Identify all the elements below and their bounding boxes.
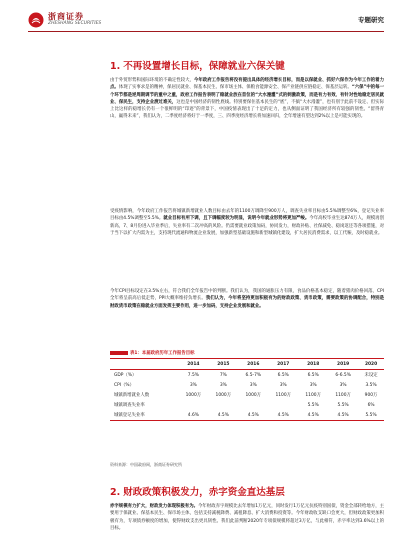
caption-marker bbox=[110, 351, 128, 355]
table-header-cell: 2015 bbox=[217, 361, 230, 367]
table-cell: 1100万 bbox=[305, 393, 321, 398]
table-header-cell: 2019 bbox=[337, 361, 350, 367]
table-cell bbox=[208, 400, 238, 410]
page-header bbox=[0, 0, 412, 46]
table-caption bbox=[110, 350, 195, 356]
table-cell: 城镇新增就业人数 bbox=[114, 393, 150, 398]
table-cell: 3% bbox=[219, 382, 227, 388]
table-cell: 4.5% bbox=[217, 412, 229, 418]
targets-table bbox=[110, 358, 384, 421]
brand-name: 浙商证券 bbox=[48, 12, 84, 21]
table-cell: 900万 bbox=[364, 393, 378, 398]
bold-text-run: 我们认为，今年将坚持更加积极有为的财政政策、货币政策，需要政策的协调配合，特别是财政货币政策在稳就业方面发挥主要作用，进一步加码，支持企业发展和就业。 bbox=[110, 296, 384, 309]
text-run: 受疫情影响，今年政府工作报告将城镇新增就业人数目标由去年的1100万调降至900万人，调查失业率目标由5.5%调整至6%，登记失业率目标由4.5%调整至5.5%。 bbox=[110, 209, 384, 222]
table-row bbox=[110, 400, 384, 410]
section-number: 1. bbox=[110, 61, 121, 72]
table-cell: 1000万 bbox=[215, 393, 232, 398]
table-cell: 6.5-7% bbox=[245, 372, 262, 378]
table-cell: 6% bbox=[367, 402, 375, 408]
table-row bbox=[110, 370, 384, 381]
text-run: 由于外贸形势和国际环境的不确定性较大， bbox=[110, 78, 194, 83]
table-cell: 1100万 bbox=[335, 393, 351, 398]
text-run: 今年CPI目标设定在3.5%左右，符合我们全年报告中的判断。我们认为，我国的通胀压力有限，食品价格基本稳定，随着猪肉价格回落，CPI全年将呈前高后低走势，PPI大概率维持负增长。 bbox=[110, 289, 384, 302]
table-cell bbox=[178, 400, 208, 410]
section-title: 不再设置增长目标，保障就业六保关键 bbox=[123, 61, 285, 72]
table-cell: 4.5% bbox=[277, 412, 289, 418]
bold-text-run: “六保”中的每一个环节都是逆周期调节的重中之重，政府工作报告表明了稳就业放在首位的“大水漫灌”式的刺激政策，而是有力有效、有针对性地稳定居民就业、保民生，支持企业渡过难关， bbox=[110, 85, 384, 105]
table-cell: 3% bbox=[189, 382, 197, 388]
table-cell: 3% bbox=[279, 382, 287, 388]
table-header-cell: 2014 bbox=[187, 361, 200, 367]
brand-name-en: ZHESHANG SECURITIES bbox=[48, 21, 102, 26]
table-cell: 3.5% bbox=[365, 382, 377, 388]
table-cell: 6.5% bbox=[307, 372, 319, 378]
table-cell: 6.5% bbox=[277, 372, 289, 378]
table-header-cell: 2017 bbox=[277, 361, 290, 367]
table-cell bbox=[268, 400, 298, 410]
text-run: 今年财政赤字规模比去年增加1万亿元，同时发行1万亿元抗疫特别国债，资金全部转给地方，主要用于保就业、保基本民生、保市场主体，包括支持减税降费、减租降息、扩大消费和投资等。今年财政收支缺口会更大，但财政政策更加积极有为，专项债券额度的增加，使得财政支出更具韧性。我们此前判断2020年专项债规模将超过3万亿，与此相符，赤字率达到3.6%以上的目标。 bbox=[110, 504, 384, 531]
table-cell: 1000万 bbox=[245, 393, 262, 398]
table-row bbox=[110, 410, 384, 421]
table-header-cell bbox=[110, 359, 178, 370]
paragraph bbox=[110, 208, 384, 237]
table-cell: 未设定 bbox=[364, 373, 378, 378]
text-run: 这也是中国经济的韧性底线。特别要保住基本民生的“底”，不搞“大水漫灌”，也有别于此前不设定、但实际上比这样的稳增长仍有一个很鲜明的“印迹”的背景下，中国疫情表现出了十足的定力，也从侧面证明了我国经济所有较强的韧性。“留得青山，赢得未来”，我们认为，二季度经济将好于一季度，三、四季度经济增长将加速回归，全年增速有望达到2%以上是可能实现的。 bbox=[110, 99, 384, 120]
paragraph bbox=[110, 503, 384, 532]
text-run: 体现了实事求是的精神，保居民就业、保基本民生、保市场主体、保粮食能源安全、保产业链供应链稳定、保基层运转。 bbox=[118, 85, 352, 91]
table-cell: GDP（%） bbox=[114, 373, 137, 378]
table-cell: 城镇登记失业率 bbox=[114, 413, 145, 418]
paragraph bbox=[110, 288, 384, 310]
report-type-tag: 专题研究 bbox=[358, 16, 384, 24]
table-cell: 6-6.5% bbox=[335, 372, 351, 378]
table-cell: 4.5% bbox=[337, 412, 349, 418]
section-number: 2. bbox=[110, 487, 121, 498]
table-cell: 5.5% bbox=[337, 402, 349, 408]
bold-text-run: 赤字规模有力扩大，财政发力体现积极有为。 bbox=[110, 504, 198, 509]
table-cell bbox=[238, 400, 268, 410]
table-cell: 7.5% bbox=[187, 372, 199, 378]
table-cell: 7% bbox=[219, 372, 227, 378]
table-header-row bbox=[110, 359, 384, 370]
table-header-cell: 2016 bbox=[247, 361, 260, 367]
text-run: 今年高校毕业生达874万人，规模再创新高，7、8月份进入毕业季后，失业率有二次冲高的风险。仍需要就业政策加码，协同发力，财政补贴、社保减免、稳岗返还等各项措施，对于当下以扩大内需为主，支持现代流通和物流企业发展，加强新型基础设施和新型城镇化建设，扩大居民消费需求，以工代赈，及时稳就业。 bbox=[110, 216, 384, 236]
table-cell: 1100万 bbox=[275, 393, 292, 398]
table-row bbox=[110, 390, 384, 400]
table-source: 资料来源：中国政府网，浙商证券研究所 bbox=[110, 462, 182, 467]
section-title: 财政政策积极发力，赤字资金直达基层 bbox=[123, 487, 285, 498]
table-caption-text: 表1：本届政府历年工作报告目标 bbox=[130, 351, 195, 356]
paragraph bbox=[110, 77, 384, 121]
table-cell: CPI（%） bbox=[114, 383, 134, 388]
bold-text-run: 今年政府工作报告将没有提出具体的经济增长目标，而是以保就业、抓好六保作为今年工作的着力点。 bbox=[110, 78, 384, 91]
table-cell: 城镇调查失业率 bbox=[114, 403, 145, 408]
table-cell: 3% bbox=[309, 382, 317, 388]
table-cell: 5.5% bbox=[307, 402, 319, 408]
header-divider bbox=[28, 31, 384, 32]
zheshang-logo-icon bbox=[28, 12, 44, 28]
table-header-cell: 2020 bbox=[364, 361, 378, 367]
table-cell: 3% bbox=[249, 382, 257, 388]
table-cell: 4.6% bbox=[187, 412, 199, 418]
table-cell: 4.5% bbox=[307, 412, 319, 418]
section-1-heading bbox=[110, 58, 285, 72]
table-header-cell: 2018 bbox=[307, 361, 320, 367]
section-2-heading bbox=[110, 484, 285, 498]
table-cell: 3% bbox=[339, 382, 347, 388]
table-cell: 1000万 bbox=[185, 393, 202, 398]
table-row bbox=[110, 380, 384, 390]
bold-text-run: 就业目标有所下调，且下调幅度较为明显，说明今年就业形势将更加严峻。 bbox=[163, 216, 310, 222]
table-cell: 5.5% bbox=[365, 412, 377, 418]
table-cell: 4.5% bbox=[247, 412, 259, 418]
